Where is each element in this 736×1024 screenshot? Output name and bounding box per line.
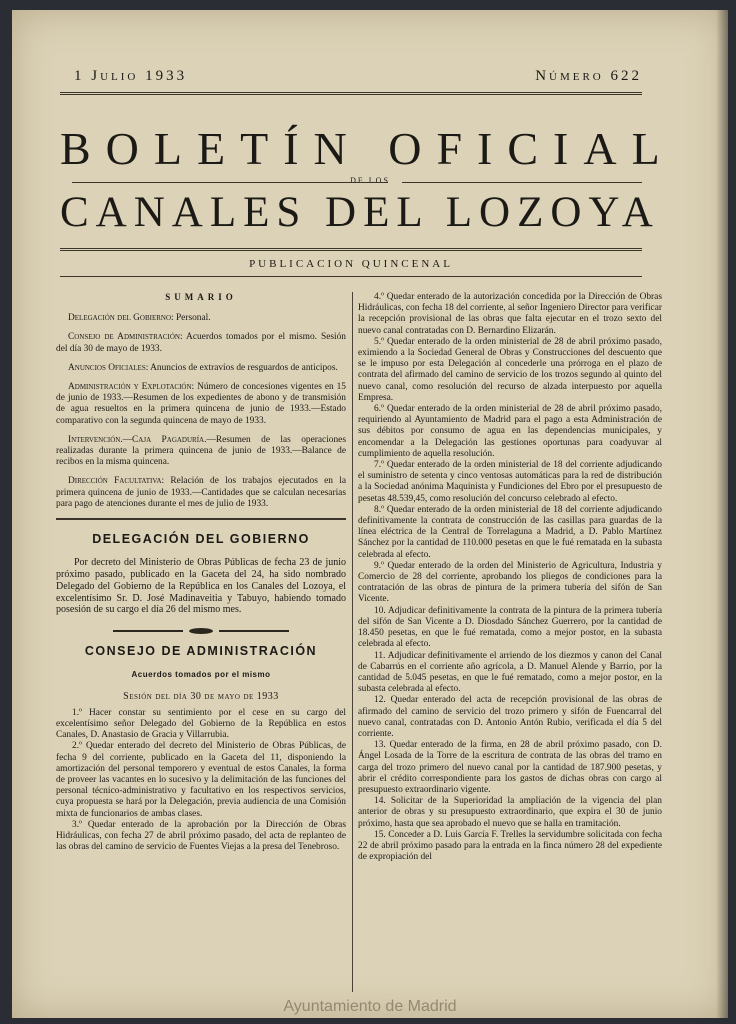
- header-rule-top: [60, 92, 642, 95]
- sumario-item-label: Intervención.—Caja Pagaduría.: [68, 434, 207, 445]
- acuerdo-item: 11. Adjudicar definitivamente el arriendo de los diezmos y canon del Canal de Cabarrús en el corriente año agrícola, a D. Manuel Alende y Barrio, por la cantidad de 5.045 pesetas, en que le fué rematado, como a mejor postor, en la subasta celebrada al efecto.: [358, 650, 662, 695]
- sumario-item: [56, 435, 346, 469]
- consejo-subheading: Acuerdos tomados por el mismo: [131, 670, 271, 680]
- section-rule: [56, 518, 346, 520]
- acuerdo-item: 6.º Quedar enterado de la orden ministerial de 28 de abril próximo pasado, requiriendo al Ayuntamiento de Madrid para el pago a esta Administración de sus débitos por consumo de agua en las dependencias municipales, y encomendar a la Delegación las gestiones oportunas para coadyuvar al cumplimiento de aquella resolución.: [358, 404, 662, 459]
- sumario-item-label: Consejo de Administración:: [68, 332, 183, 343]
- sumario-item-label: Administración y Explotación:: [68, 382, 195, 393]
- masthead-thin-rule-right: [402, 182, 642, 183]
- acuerdo-item: 7.º Quedar enterado de la orden ministerial de 18 del corriente adjudicando el suministro de setenta y cinco ventosas automáticas para la red de distribución a la Sociedad anónima Maquinista y Fundiciones del Ebro por el presupuesto de pesetas 48.539,45, como resolución del concurso celebrado al efecto.: [358, 460, 662, 504]
- sumario-item-text: Anuncios de extravíos de resguardos de anticipos.: [148, 362, 338, 373]
- acuerdo-item: 4.º Quedar enterado de la autorización concedida por la Dirección de Obras Hidráulicas, con fecha 18 del corriente, al señor Ingeniero Director para verificar la recepción provisional de las obras que falta ejecutar en el trozo sexto del nuevo canal contratadas con D. Bernardino Elizarán.: [358, 292, 662, 336]
- masthead-rule-bottom: [60, 248, 642, 251]
- newspaper-page: [12, 10, 728, 1018]
- column-divider: [352, 292, 353, 992]
- acuerdo-item: 15. Conceder a D. Luis García F. Trelles la servidumbre solicitada con fecha 22 de abril próximo pasado para la entrada en la finca número 28 del expediente de expropiación del: [358, 829, 662, 863]
- masthead-title-line2: CANALES DEL LOZOYA: [60, 189, 660, 236]
- acuerdo-item: 2.º Quedar enterado del decreto del Ministerio de Obras Públicas, de fecha 9 del corriente, publicado en la Gaceta del 11, disponiendo la amortización del personal temporero y eventual de estos Canales, la forma de proveer las vacantes en lo sucesivo y la delimitación de las funciones del personal técnico-administrativo y facultativo en los respectivos servicios, cuya propuesta se hará por la Delegación, previa audiencia de una Comisión mixta de funcionarios de ambas clases.: [56, 741, 346, 819]
- sumario-item-text: Relación de los trabajos ejecutados en la primera quincena de junio de 1933.—Cantidades que se calculan necesarias para pago de atenciones durante el mes de julio de 1933.: [56, 476, 346, 509]
- issue-date: 1 Julio 1933: [74, 68, 188, 84]
- dateline: [74, 68, 642, 85]
- consejo-items-right: [358, 292, 662, 863]
- sumario-item-label: Anuncios Oficiales:: [68, 362, 149, 373]
- subtitle-rule: [60, 276, 642, 277]
- consejo-items-left: [56, 708, 346, 854]
- sumario-item-label: Delegación del Gobierno:: [68, 313, 174, 324]
- acuerdo-item: 9.º Quedar enterado de la orden del Ministerio de Agricultura, Industria y Comercio de 28 del corriente, aprobando los pliegos de condiciones para la contratación de las obras de pintura de la primera tubería del sifón de San Vicente.: [358, 560, 662, 605]
- sumario-item: [56, 382, 346, 427]
- publication-frequency: PUBLICACION QUINCENAL: [249, 258, 453, 270]
- ornament-divider: [56, 628, 346, 634]
- sumario-item-text: Número de concesiones vigentes en 15 de junio de 1933.—Resumen de los expedientes de abono y de transmisión de agua resueltos en la primera quincena de junio de 1933.—Estado comparativo con la segunda quincena de mayo de 1933.: [56, 382, 346, 426]
- acuerdo-item: 5.º Quedar enterado de la orden ministerial de 28 de abril próximo pasado, eximiendo a la Sociedad General de Obras y Construcciones del descuento que se le impuso por esta Delegación al concederle una prórroga en el plazo de contrata del afirmado del camino de servicio de los trozos segundo al quinto del nuevo canal, como resolución del recurso de alzada interpuesto por aquella Empresa.: [358, 336, 662, 403]
- masthead-de-los: DE LOS: [350, 176, 390, 185]
- sumario-item-text: —Resumen de las operaciones realizadas durante la primera quincena de junio de 1933.—Balance de recibos en la misma quincena.: [56, 434, 346, 468]
- sumario-item: [56, 332, 346, 354]
- sumario-item-text: Personal.: [173, 313, 211, 324]
- right-column: [358, 292, 662, 863]
- left-column: [56, 292, 346, 853]
- masthead-title-line1: BOLETÍN OFICIAL: [60, 123, 675, 174]
- session-date: Sesión del día 30 de mayo de 1933: [123, 690, 279, 702]
- sumario-item-text: Acuerdos tomados por el mismo. Sesión del día 30 de mayo de 1933.: [56, 332, 346, 354]
- acuerdo-item: 14. Solicitar de la Superioridad la ampliación de la vigencia del plan anterior de obras y su presupuesto extraordinario, que expira el 30 de junio próximo, hasta que sea aprobado el nuevo que se halla en tramitación.: [358, 796, 662, 829]
- page-fold-shadow: [716, 10, 728, 1018]
- masthead-thin-rule-left: [72, 182, 388, 183]
- sumario-item-label: Dirección Facultativa:: [68, 476, 165, 487]
- acuerdo-item: 3.º Quedar enterado de la aprobación por la Dirección de Obras Hidráulicas, con fecha 27 de abril próximo pasado, del acta de replanteo de las obras del camino de servicio de Fuentes Viejas a la presa del Tenebroso.: [56, 819, 346, 853]
- acuerdo-item: 10. Adjudicar definitivamente la contrata de la pintura de la primera tubería del sifón de San Vicente a D. Diosdado Sánchez Guerrero, por la cantidad de 18.450 pesetas, en que le fué rematada, como a mejor postor, en la subasta celebrada al efecto.: [358, 605, 662, 650]
- issue-number: Número 622: [535, 68, 642, 84]
- sumario-item: [56, 476, 346, 510]
- sumario-heading: SUMARIO: [165, 292, 237, 302]
- archive-watermark: Ayuntamiento de Madrid: [283, 998, 457, 1015]
- delegacion-heading: DELEGACIÓN DEL GOBIERNO: [92, 532, 310, 547]
- sumario-list: [56, 313, 346, 510]
- consejo-heading: CONSEJO DE ADMINISTRACIÓN: [84, 644, 318, 659]
- acuerdo-item: 8.º Quedar enterado de la orden ministerial de 18 del corriente adjudicando definitivamente la contrata de construcción de las casillas para guardas de la línea eléctrica de la Central de Torrelaguna a Madrid, a D. Pablo Martínez Sánchez por la cantidad de 110.000 pesetas en que le fué rematada en la subasta celebrada al efecto.: [358, 504, 662, 560]
- delegacion-body: Por decreto del Ministerio de Obras Públicas de fecha 23 de junio próximo pasado, publicado en la Gaceta del 24, ha sido nombrado Delegado del Gobierno de la República en los Canales del Lozoya, el excelentísimo Sr. D. José Madinaveitia y Tabuyo, habiendo tomado posesión de su cargo el día 26 del mismo mes.: [56, 557, 346, 616]
- acuerdo-item: 1.º Hacer constar su sentimiento por el cese en su cargo del excelentísimo señor Delegado del Gobierno de la República en estos Canales, D. Anastasio de Gracia y Villarrubia.: [56, 707, 346, 741]
- acuerdo-item: 12. Quedar enterado del acta de recepción provisional de las obras de afirmado del camino de servicio del trozo primero y sifón de Fuencarral del nuevo canal, contratadas con D. Antonio Antón Rubio, verificada el día 5 del corriente.: [358, 695, 662, 739]
- sumario-item: [56, 363, 346, 374]
- sumario-item: [56, 313, 346, 324]
- acuerdo-item: 13. Quedar enterado de la firma, en 28 de abril próximo pasado, con D. Ángel Losada de la Torre de la escritura de contrata de las obras del tramo en carga del trozo primero del nuevo canal por la cantidad de 187.900 pesetas, y abrir el crédito correspondiente para los gastos de dichas obras con cargo al presupuesto extraordinario vigente.: [358, 740, 662, 795]
